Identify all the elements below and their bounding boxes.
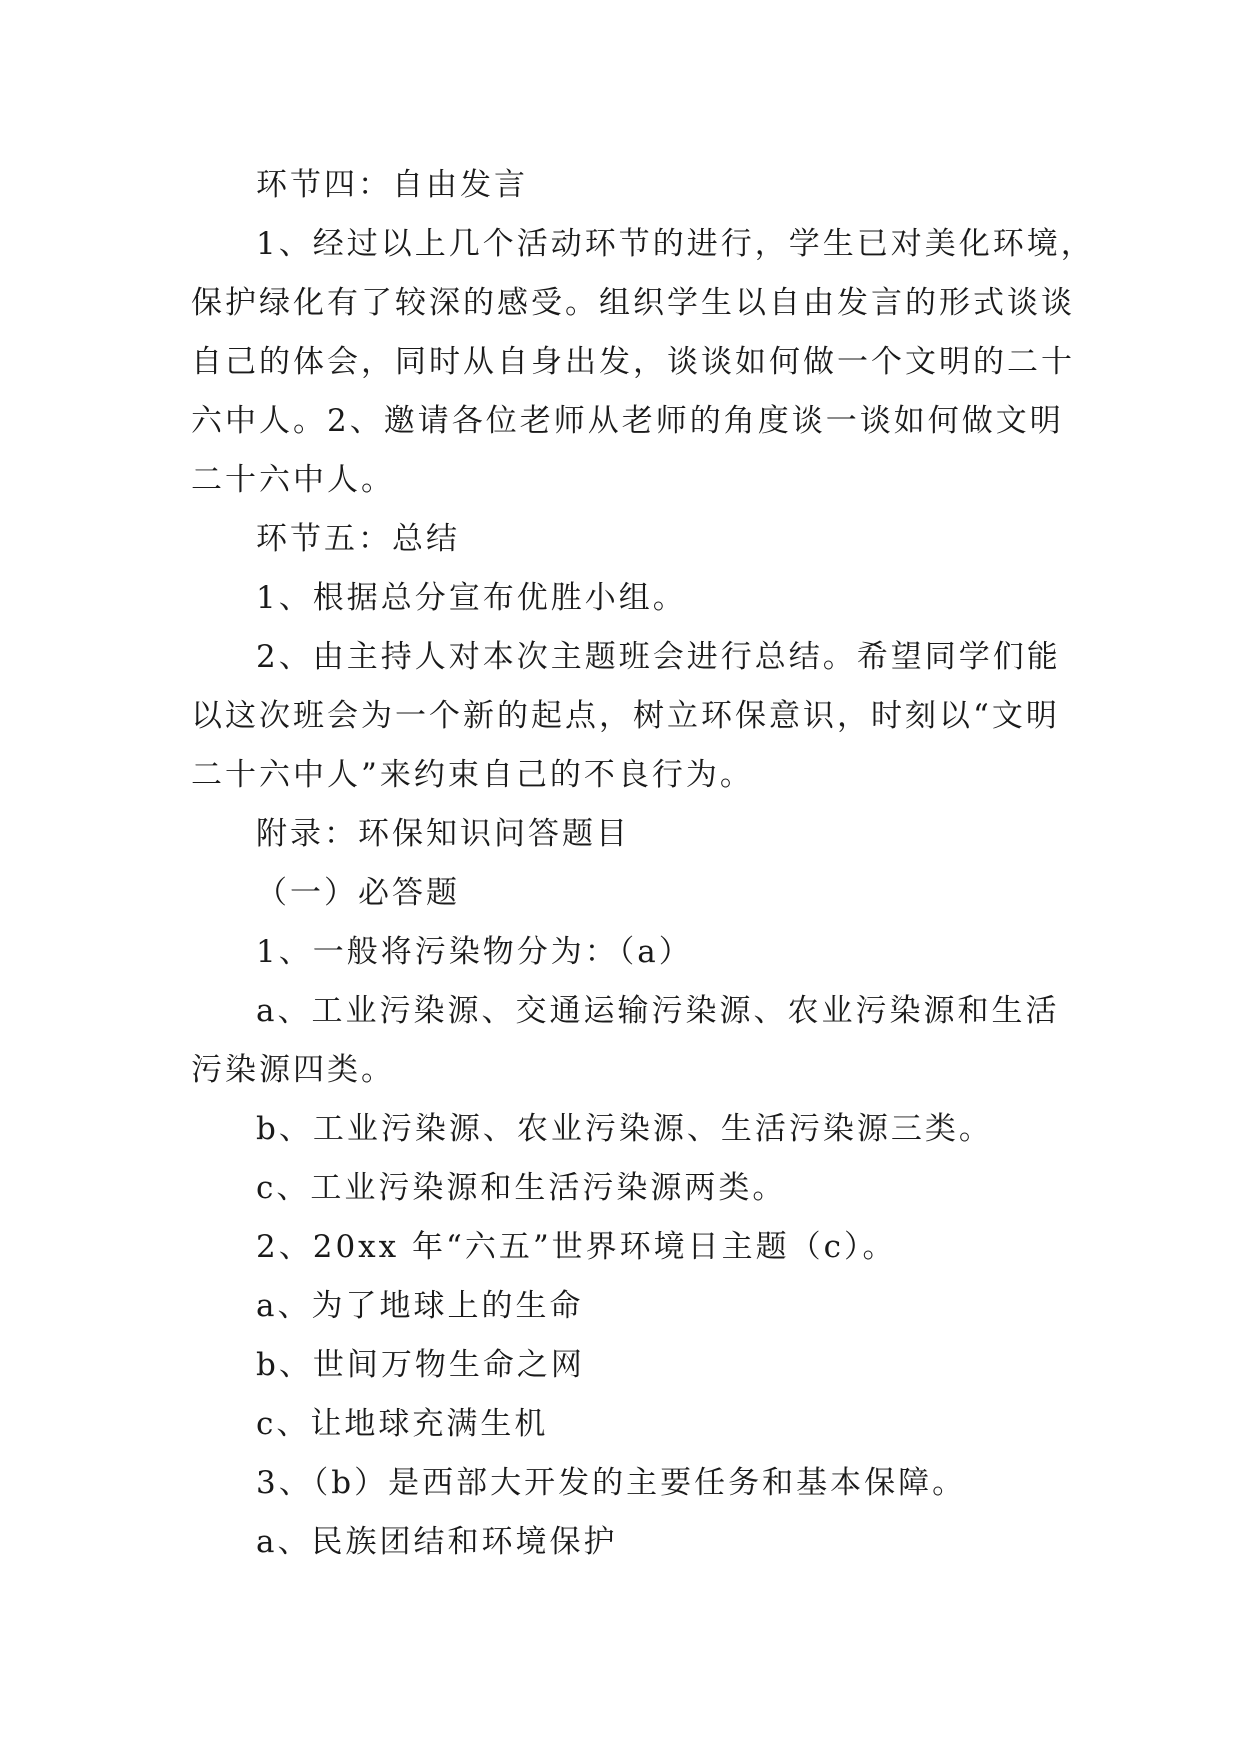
text-line: a、民族团结和环境保护	[256, 1524, 618, 1560]
text-line: 2、由主持人对本次主题班会进行总结。希望同学们能	[256, 639, 1061, 675]
text-line: b、世间万物生命之网	[256, 1347, 585, 1383]
text-line: c、让地球充满生机	[256, 1406, 549, 1442]
text-line: b、工业污染源、农业污染源、生活污染源三类。	[256, 1111, 993, 1147]
text-line: 1、经过以上几个活动环节的进行，学生已对美化环境，	[256, 226, 1095, 262]
text-line: 自己的体会，同时从自身出发，谈谈如何做一个文明的二十	[191, 344, 1075, 380]
text-line: 以这次班会为一个新的起点，树立环保意识，时刻以“文明	[191, 698, 1060, 734]
text-line: 保护绿化有了较深的感受。组织学生以自由发言的形式谈谈	[191, 285, 1075, 321]
text-line: a、工业污染源、交通运输污染源、农业污染源和生活	[256, 993, 1060, 1029]
text-line: 二十六中人。	[191, 462, 395, 498]
text-line: 3、（b）是西部大开发的主要任务和基本保障。	[256, 1465, 967, 1501]
text-line: 附录：环保知识问答题目	[256, 816, 630, 852]
text-line: a、为了地球上的生命	[256, 1288, 584, 1324]
text-line: 1、根据总分宣布优胜小组。	[256, 580, 687, 616]
text-line: 1、一般将污染物分为：（a）	[256, 934, 693, 970]
text-line: 污染源四类。	[191, 1052, 395, 1088]
text-line: 二十六中人”来约束自己的不良行为。	[191, 757, 754, 793]
text-line: 环节五：总结	[256, 521, 460, 557]
text-line: （一）必答题	[256, 875, 460, 911]
text-line: 环节四：自由发言	[256, 167, 528, 203]
text-line: c、工业污染源和生活污染源两类。	[256, 1170, 787, 1206]
text-line: 2、20xx 年“六五”世界环境日主题（c）。	[256, 1229, 897, 1265]
text-line: 六中人。2、邀请各位老师从老师的角度谈一谈如何做文明	[191, 403, 1064, 439]
